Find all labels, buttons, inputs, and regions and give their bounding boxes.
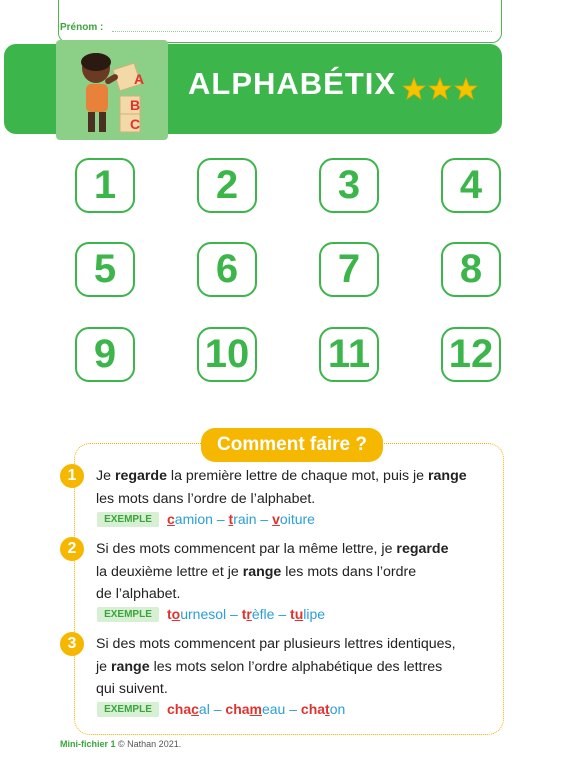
difficulty-stars [402,76,482,109]
number-tile-3[interactable]: 3 [319,158,379,213]
step-number-1: 1 [60,464,84,488]
step-line: de l’alphabet. [96,586,181,602]
step-line: Si des mots commencent par la même lettre, je regarde [96,541,449,557]
star-icon [403,78,425,99]
name-box [58,0,502,43]
example-word: tournesol [167,606,227,622]
prenom-line[interactable] [112,31,492,32]
block-c: C [130,116,141,132]
step-line: qui suivent. [96,681,168,697]
block-b: B [130,97,141,113]
step-line: la deuxième lettre et je range les mots dans l’ordre [96,563,417,580]
example-word: chameau [225,701,286,717]
step-line: Je regarde la première lettre de chaque mot, puis je range [96,468,467,484]
avatar-illustration [56,40,168,140]
number-tile-5[interactable]: 5 [75,242,135,297]
number-tile-12[interactable]: 12 [441,327,501,382]
step-text-1 [96,465,496,510]
example-badge: EXEMPLE [97,512,159,527]
star-icon [429,78,451,99]
block-a: A [134,71,145,87]
footer-label: Mini-fichier 1 [60,739,116,749]
number-tile-1[interactable]: 1 [75,158,135,213]
number-tile-7[interactable]: 7 [319,242,379,297]
number-tile-11[interactable]: 11 [319,327,379,382]
example-word: voiture [272,511,315,527]
number-tile-8[interactable]: 8 [441,242,501,297]
step-line: je range les mots selon l’ordre alphabétique des lettres [96,658,443,675]
example-word: chaton [300,701,346,717]
footer-copyright: © Nathan 2021. [118,739,182,749]
page-title: ALPHABÉTIX [188,66,397,101]
howto-title: Comment faire ? [201,428,383,462]
example-badge: EXEMPLE [97,702,159,717]
step-text-2 [96,538,496,606]
example-text-1: camion – train – voiture [167,511,315,527]
number-tile-6[interactable]: 6 [197,242,257,297]
example-word: camion [167,511,213,527]
number-tile-4[interactable]: 4 [441,158,501,213]
example-word: chacal [167,701,210,717]
example-text-3: chacal – chameau – chaton [167,701,346,717]
star-icon [455,78,477,99]
example-word: trèfle [241,606,275,622]
footer [60,739,181,749]
example-badge: EXEMPLE [97,607,159,622]
step-number-2: 2 [60,537,84,561]
number-tile-2[interactable]: 2 [197,158,257,213]
step-line: les mots dans l’ordre de l’alphabet. [96,490,316,507]
number-tile-10[interactable]: 10 [197,327,257,382]
step-line: Si des mots commencent par plusieurs lettres identiques, [96,636,456,652]
prenom-label: Prénom : [60,22,104,33]
example-word: train [228,511,257,527]
example-word: tulipe [290,606,326,622]
example-text-2: tournesol – trèfle – tulipe [167,606,326,622]
step-text-3 [96,633,496,701]
number-tile-9[interactable]: 9 [75,327,135,382]
step-number-3: 3 [60,632,84,656]
